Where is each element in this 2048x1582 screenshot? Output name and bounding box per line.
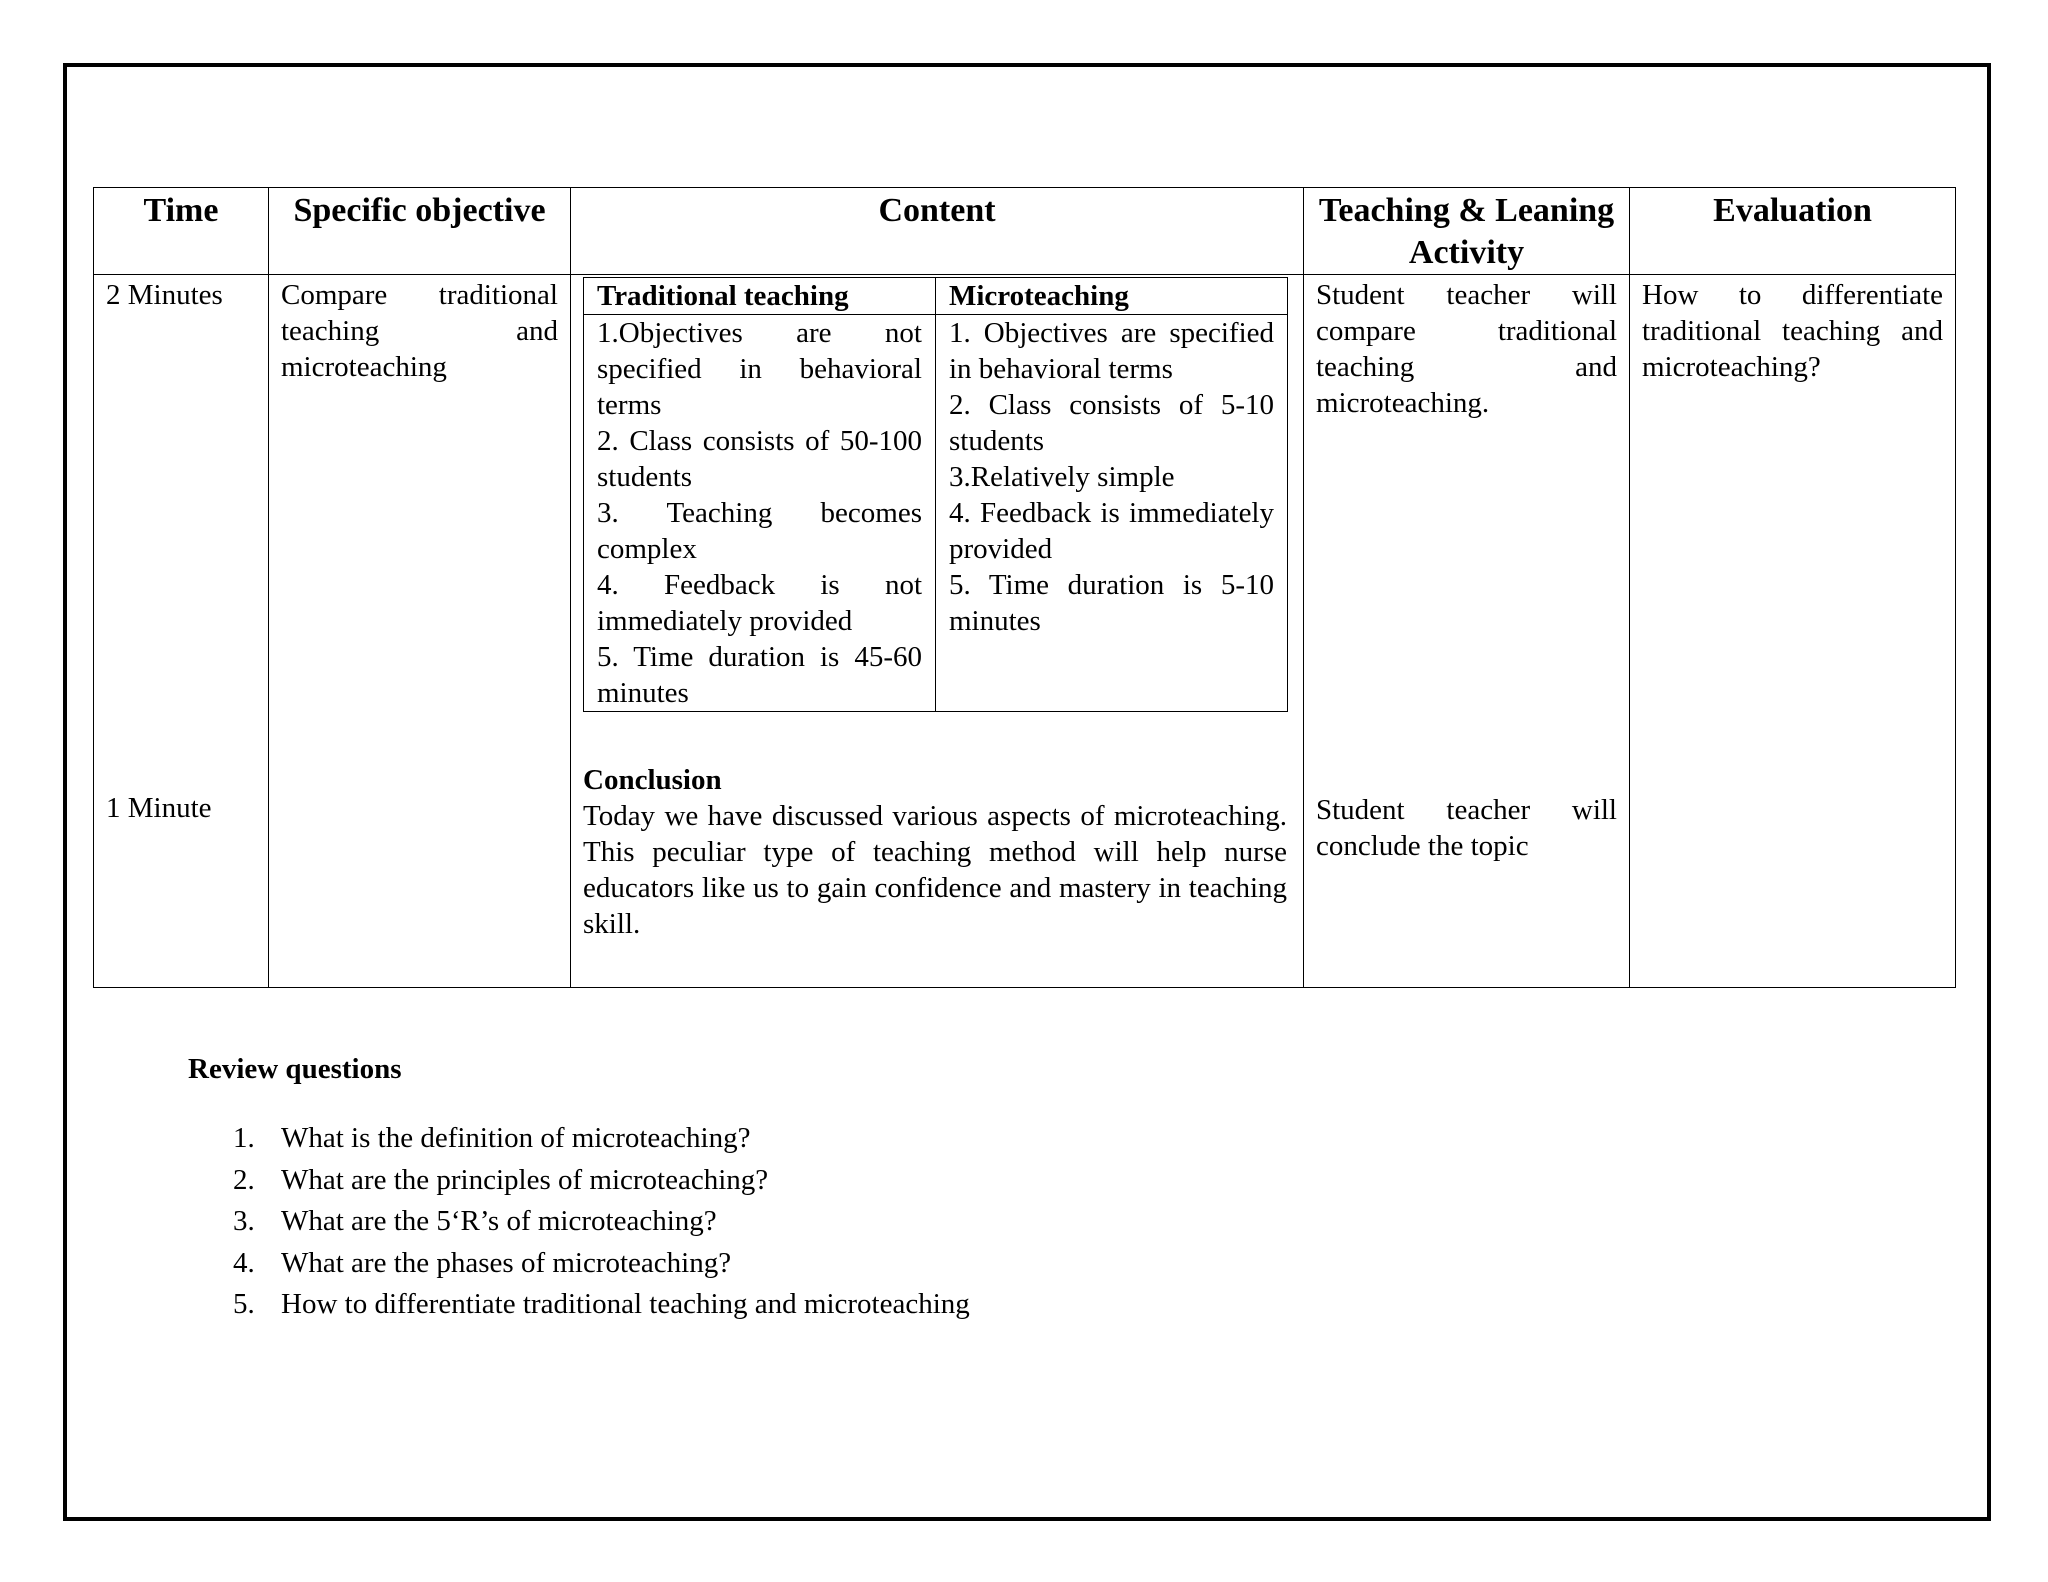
question-number: 4.: [233, 1246, 255, 1279]
list-item: [233, 1118, 970, 1160]
list-item: 4. Feedback is not immediately provided: [597, 569, 922, 637]
review-title: Review questions: [188, 1053, 402, 1085]
question-number: 3.: [233, 1205, 255, 1237]
list-item: 2. Class consists of 5-10 students: [949, 389, 1274, 457]
header-row: [94, 188, 1956, 275]
list-item: 5. Time duration is 5-10 minutes: [949, 569, 1274, 637]
comparison-table: [583, 277, 1288, 712]
time-first: 2 Minutes: [106, 279, 223, 311]
activity-second: Student teacher will conclude the topic: [1316, 794, 1617, 862]
list-item: [233, 1284, 970, 1326]
conclusion-text: Today we have discussed various aspects of microteaching. This peculiar type of teaching method will help nurse educators like us to gain confidence and mastery in teaching skill.: [583, 800, 1287, 940]
list-item: 3.Relatively simple: [949, 461, 1175, 493]
question-text: What are the 5‘R’s of microteaching?: [281, 1205, 717, 1237]
comparison-header-micro: Microteaching: [936, 278, 1288, 315]
question-number: 1.: [233, 1122, 255, 1154]
list-item: [233, 1243, 970, 1285]
content-cell: [571, 275, 1304, 988]
header-content: Content: [571, 188, 1304, 275]
activity-cell: [1304, 275, 1630, 988]
evaluation-text: How to differentiate traditional teaching and microteaching?: [1642, 279, 1943, 383]
list-item: 2. Class consists of 50-100 students: [597, 425, 922, 493]
question-number: 5.: [233, 1288, 255, 1320]
question-number: 2.: [233, 1163, 255, 1196]
list-item: 4. Feedback is immediately provided: [949, 497, 1274, 565]
header-time: Time: [94, 188, 269, 275]
list-item: 3. Teaching becomes complex: [597, 497, 922, 565]
objective-cell: [269, 275, 571, 988]
list-item: 1.Objectives are not specified in behavioral terms: [597, 317, 922, 421]
activity-first: Student teacher will compare traditional teaching and microteaching.: [1316, 279, 1617, 419]
header-activity: Teaching & Leaning Activity: [1304, 188, 1630, 275]
time-second: 1 Minute: [106, 792, 212, 824]
comparison-header-traditional: Traditional teaching: [584, 278, 936, 315]
question-text: What are the principles of microteaching?: [281, 1163, 769, 1196]
question-text: What are the phases of microteaching?: [281, 1246, 732, 1279]
time-cell: [94, 275, 269, 988]
list-item: 1. Objectives are specified in behavioral terms: [949, 317, 1274, 385]
lesson-plan-table: [93, 187, 1956, 988]
microteaching-list: [936, 315, 1288, 712]
list-item: 5. Time duration is 45-60 minutes: [597, 641, 922, 709]
table-row: [94, 275, 1956, 988]
header-evaluation: Evaluation: [1630, 188, 1956, 275]
header-objective: Specific objective: [269, 188, 571, 275]
evaluation-cell: [1630, 275, 1956, 988]
list-item: [233, 1160, 970, 1202]
review-questions-list: [233, 1118, 970, 1326]
objective-text: Compare traditional teaching and microteaching: [281, 279, 558, 383]
question-text: What is the definition of microteaching?: [281, 1122, 751, 1154]
question-text: How to differentiate traditional teaching and microteaching: [281, 1288, 970, 1320]
traditional-list: [584, 315, 936, 712]
comparison-body-row: [584, 315, 1288, 712]
list-item: [233, 1201, 970, 1243]
comparison-header-row: [584, 278, 1288, 315]
conclusion-title: Conclusion: [583, 764, 722, 796]
